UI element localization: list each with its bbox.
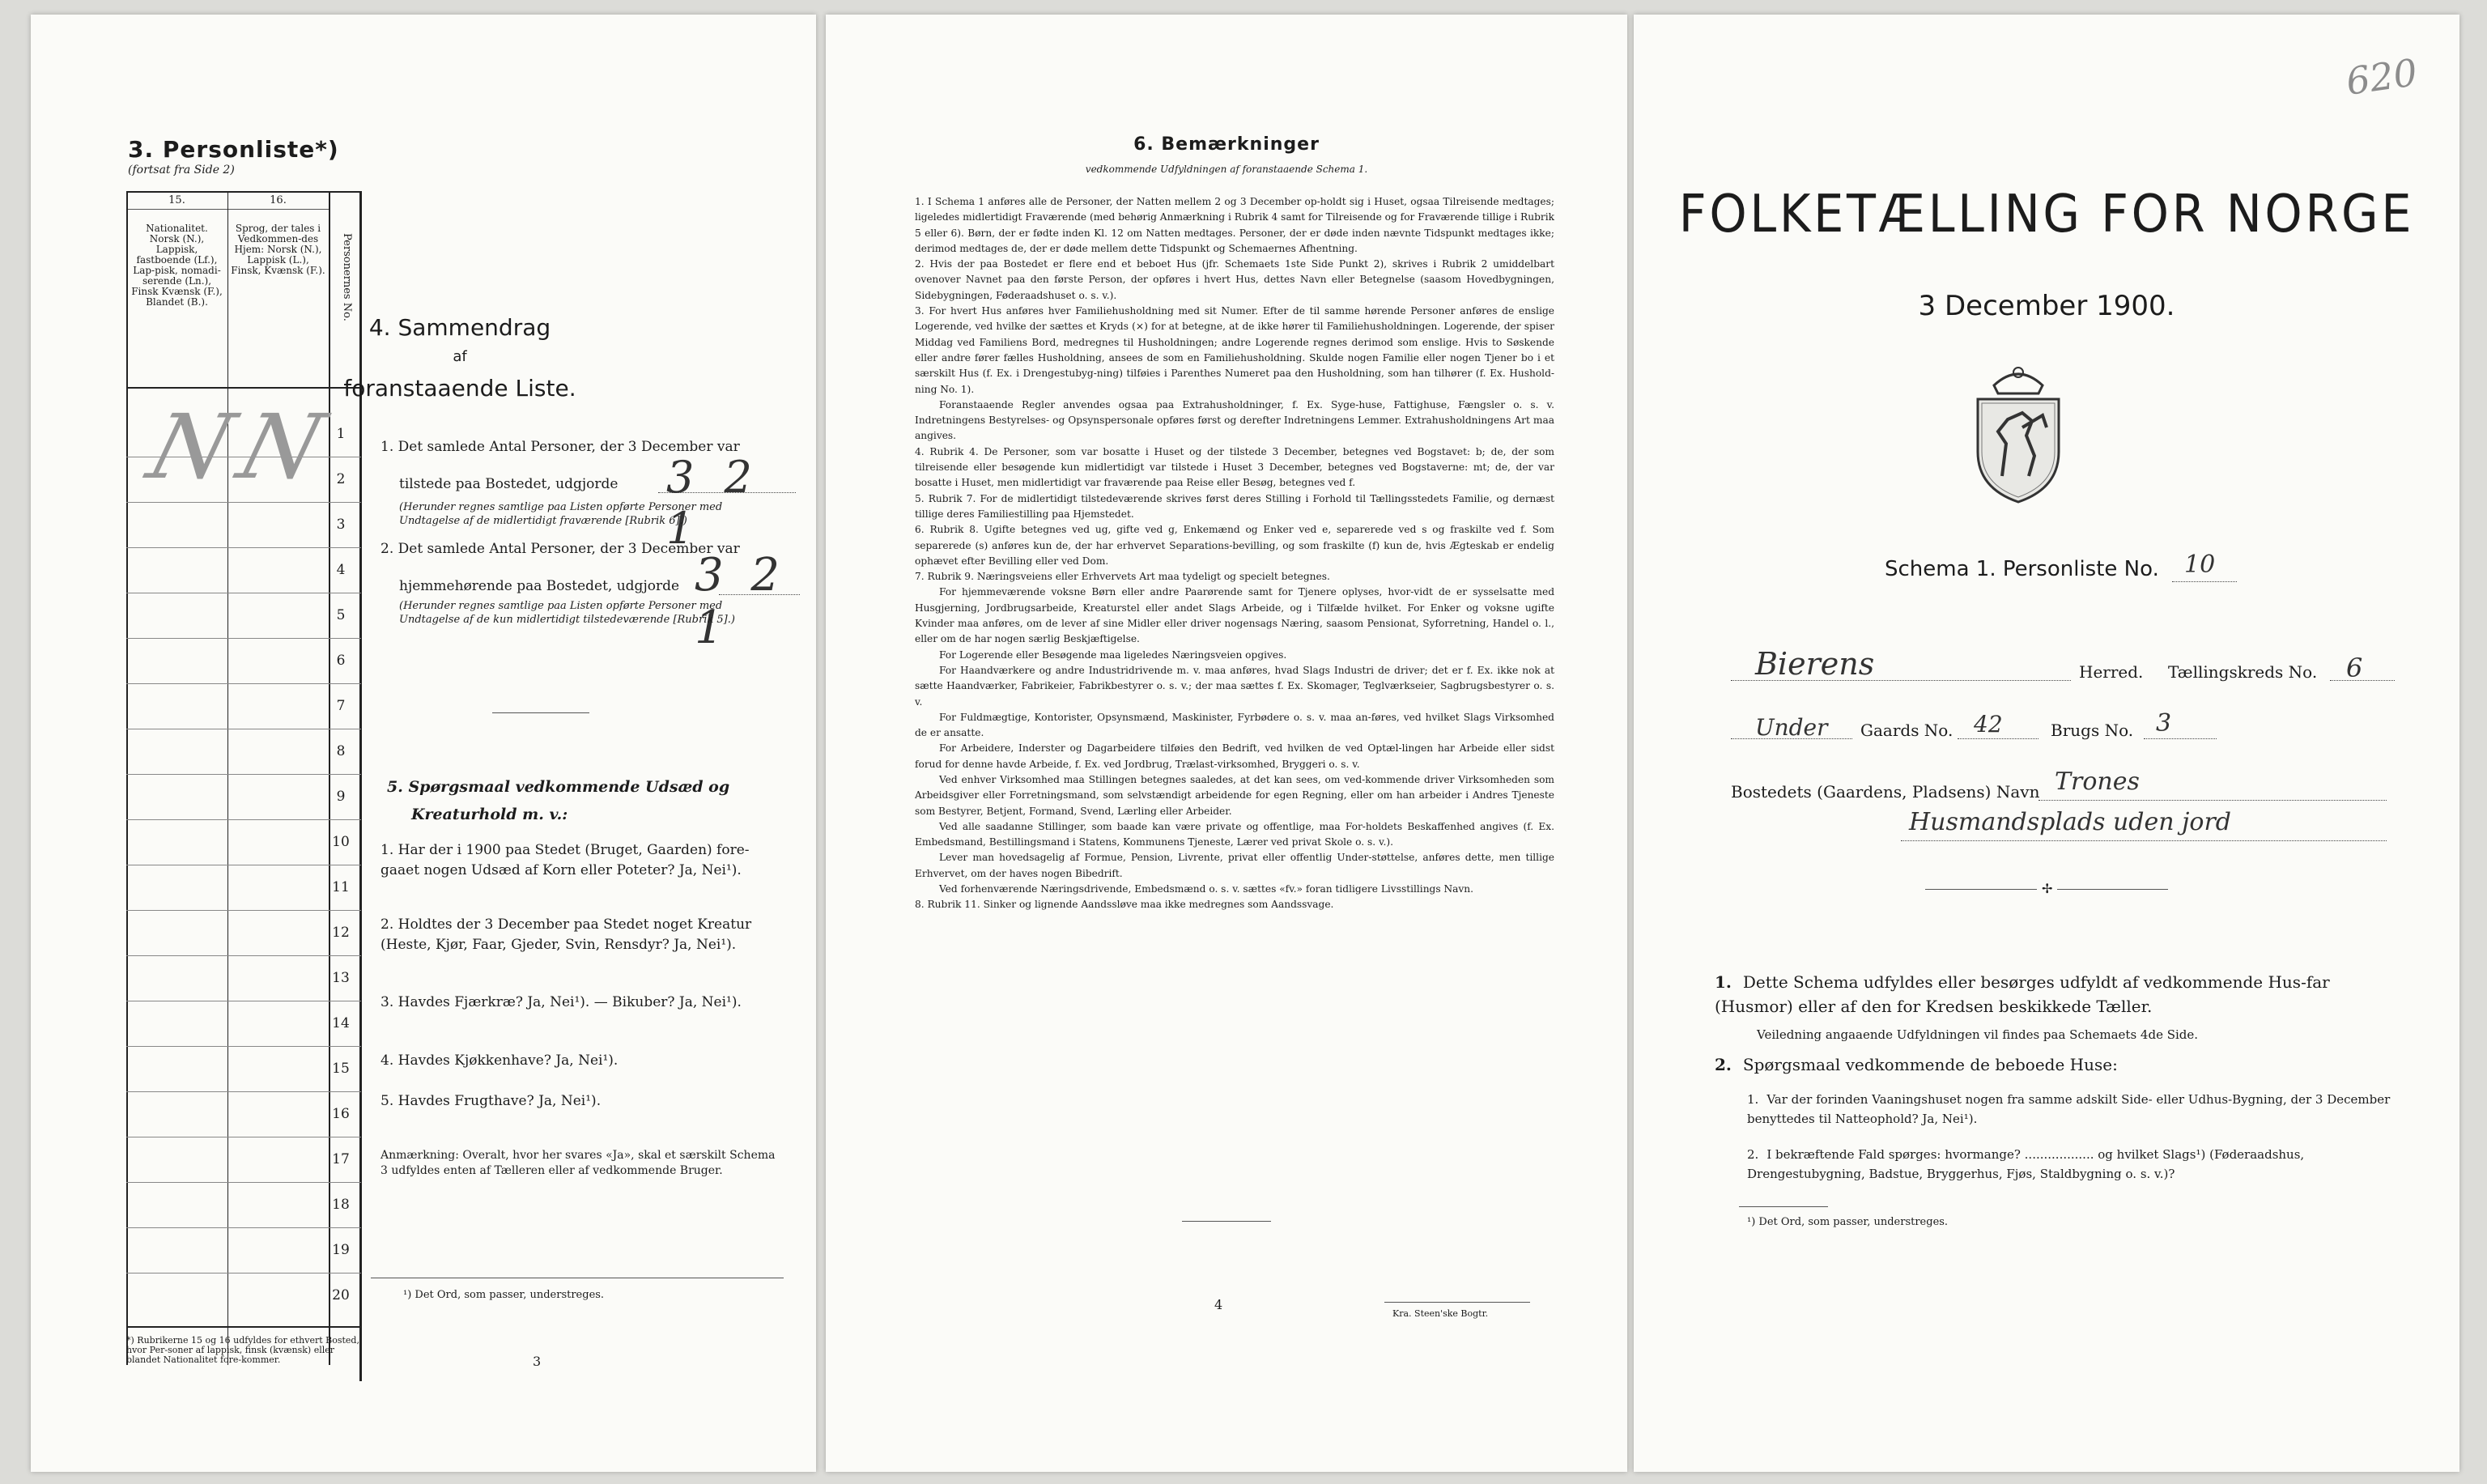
handwritten-total-present: 3 2 1 — [666, 452, 760, 554]
remark-6: 6. Rubrik 8. Ugifte betegnes ved ug, gifte ved g, Enkemænd og Enker ved e, separerede ved s og fraskilte ved f. Som separerede (s) anføres kun de, der har erhvervet Separations-bevilling, og som fraskilte (f) kun de, hvis Ægteskab er endelig ophævet efter Bevilling eller ved Dom. — [915, 524, 1554, 567]
question-3: 3. Havdes Fjærkræ? Ja, Nei¹). — Bikuber? Ja, Nei¹). — [380, 994, 742, 1010]
remark-7d: For Fuldmægtige, Kontorister, Opsynsmænd, Maskinister, Fyrbødere o. s. v. maa an-føres, ved hvilket Slags Virksomhed de er ansatte. — [915, 711, 1554, 739]
remarks-end-rule — [1182, 1221, 1271, 1222]
brugs-value: 3 — [2156, 709, 2172, 738]
coat-of-arms-icon — [1958, 355, 2079, 508]
remarks-body — [915, 194, 1554, 913]
question-1: 1. Har der i 1900 paa Stedet (Bruget, Gaarden) fore-gaaet nogen Udsæd af Korn eller Poteter? Ja, Nei¹). — [380, 842, 750, 878]
bosted-line-2 — [1901, 840, 2387, 841]
instruction-2-2: 2. I bekræftende Fald spørges: hvormange? .................. og hvilket Slags¹) (Føderaadshus, Drengestubygning, Badstue, Bryggerhus, Fjøs, Staldbygning o. s. v.)? — [1747, 1147, 2305, 1181]
gaards-line — [1958, 738, 2038, 739]
page-left — [31, 15, 816, 1472]
row-number: 20 — [332, 1287, 350, 1303]
remark-8: 8. Rubrik 11. Sinker og lignende Aandssløve maa ikke medregnes som Aandssvage. — [915, 899, 1334, 911]
table-bottom-rule — [126, 1326, 361, 1328]
summary-item-1-note: (Herunder regnes samtlige paa Listen opførte Personer med Undtagelse af de midlertidigt fraværende [Rubrik 6].) — [399, 501, 723, 527]
remark-2: 2. Hvis der paa Bostedet er flere end et beboet Hus (jfr. Schemaets 1ste Side Punkt 2), skrives i Rubrik 2 umiddelbart ovenover Navnet paa den første Person, der opføres i hvert Hus, dettes Navn eller Betegnelse (saasom Hovedbygningen, Sidebygningen, Føderaadshuset o. s. v.). — [915, 258, 1554, 301]
instruction-1-note: Veiledning angaaende Udfyldningen vil findes paa Schemaets 4de Side. — [1757, 1027, 2199, 1042]
summary-item-2b: hjemmehørende paa Bostedet, udgjorde — [399, 578, 680, 594]
page-right — [1634, 15, 2459, 1472]
question-4: 4. Havdes Kjøkkenhave? Ja, Nei¹). — [380, 1052, 619, 1069]
col-number-16: 16. — [270, 194, 287, 206]
remark-1: 1. I Schema 1 anføres alle de Personer, der Natten mellem 2 og 3 December op-holdt sig i Huset, ogsaa Tilreisende medtages; ligeledes midlertidigt Fraværende (med behørig Anmærkning i Rubrik 4 samt for Tilreisende og for Fraværende tillige i Rubrik 5 eller 6). Børn, der er fødte inden Kl. 12 om Natten medtages. Personer, der er døde inden nævnte Tidspunkt medtages ikke; derimod medtages de, der er døde mellem dette Tidspunkt og Schemaernes Afhentning. — [915, 196, 1554, 254]
bosted-value: Trones — [2055, 768, 2140, 796]
question-5: 5. Havdes Frugthave? Ja, Nei¹). — [380, 1093, 602, 1109]
row-number: 9 — [336, 789, 346, 805]
instruction-2-2-text: I bekræftende Fald spørges: hvormange? .................. og hvilket Slags¹) (Føderaadshus, Drengestubygning, Badstue, Bryggerhus, Fjøs, Staldbygning o. s. v.)? — [1747, 1147, 2305, 1181]
row-number: 3 — [336, 517, 346, 533]
row-number: 2 — [336, 471, 346, 487]
census-title: FOLKETÆLLING FOR NORGE — [1678, 185, 2415, 244]
personliste-subtitle: (fortsat fra Side 2) — [128, 164, 235, 176]
row-number: 14 — [332, 1015, 350, 1031]
remarks-subtitle: vedkommende Udfyldningen af foranstaaende Schema 1. — [1085, 164, 1368, 175]
remark-5: 5. Rubrik 7. For de midlertidigt tilstedeværende skrives først deres Stilling i Forhold til Tællingsstedets Familie, og dernæst tillige deres Familiestilling paa Hjemstedet. — [915, 492, 1554, 520]
brugs-line — [2144, 738, 2217, 739]
question-2: 2. Holdtes der 3 December paa Stedet noget Kreatur (Heste, Kjør, Faar, Gjeder, Svin, Rensdyr? Ja, Nei¹). — [380, 916, 752, 953]
questions-subtitle: Kreaturhold m. v.: — [411, 806, 568, 823]
handwritten-total-resident: 3 2 1 — [695, 549, 787, 654]
gaard-prefix: Under — [1755, 714, 1828, 741]
summary-title-af: af — [453, 348, 467, 365]
remark-7g: Ved alle saadanne Stillinger, som baade kan være private og offentlige, maa For-holdets Beskaffenhed angives (f. Ex. Embedsmand, Bestillingsmand i Statens, Kommunens Tjeneste, Lærer ved privat Skole o. s. v.). — [915, 820, 1554, 848]
footnote-columns: *) Rubrikerne 15 og 16 udfyldes for ethvert Bosted, hvor Per-soner af lappisk, finsk (kvænsk) eller blandet Nationalitet fore-kommer. — [126, 1335, 359, 1365]
row-rules — [126, 457, 361, 1287]
gaard-prefix-line — [1731, 738, 1852, 739]
instruction-1: 1. Dette Schema udfyldes eller besørges udfyldt af vedkommende Hus-far (Husmor) eller af den for Kredsen beskikkede Tæller. — [1715, 972, 2330, 1016]
summary-item-1b: tilstede paa Bostedet, udgjorde — [399, 476, 619, 492]
remark-7i: Ved forhenværende Næringsdrivende, Embedsmænd o. s. v. sættes «fv.» foran tidligere Livsstillings Navn. — [939, 883, 1474, 895]
questions-title: 5. Spørgsmaal vedkommende Udsæd og — [387, 778, 730, 796]
remark-7e: For Arbeidere, Inderster og Dagarbeidere tilføies den Bedrift, ved hvilken de ved Optæl-lingen har Arbeide eller sidst forud for denne havde Arbeide, f. Ex. ved Jordbrug, Trælast-virksomhed, Bryggeri o. s. v. — [915, 742, 1554, 770]
row-number: 11 — [332, 879, 350, 895]
page-middle — [826, 15, 1627, 1472]
kreds-label: Tællingskreds No. — [2168, 662, 2318, 682]
row-number: 10 — [332, 834, 350, 850]
row-number: 12 — [332, 925, 350, 941]
schema-no-line — [2172, 581, 2237, 582]
herred-value: Bierens — [1755, 646, 1875, 682]
remark-7b: For Logerende eller Besøgende maa ligeledes Næringsveien opgives. — [939, 648, 1287, 661]
footnote-right: ¹) Det Ord, som passer, understreges. — [1747, 1216, 1949, 1228]
herred-line — [1731, 680, 2071, 681]
schema-no-value: 10 — [2184, 551, 2216, 579]
ornament-icon: ✢ — [2037, 881, 2057, 896]
bosted-label: Bostedets (Gaardens, Pladsens) Navn — [1731, 782, 2040, 802]
remark-7a: For hjemmeværende voksne Børn eller andre Paarørende samt for Tjenere oplyses, hvor-vidt de er sysselsatte med Husgjerning, Jordbrugsarbeide, Kreaturstel eller andet Slags Arbeide, og i Tilfælde hvilket. For Enker og voksne ugifte Kvinder maa anføres, om de lever af sine Midler eller driver nogensags Næring, saasom Pensionat, Syforretning, Handel o. l., eller om de har nogen særlig Beskjæftigelse. — [915, 586, 1554, 645]
col15-header: Nationalitet. Norsk (N.), Lappisk, fastboende (Lf.), Lap-pisk, nomadi-serende (Ln.), Finsk Kvænsk (F.), Blandet (B.). — [131, 223, 223, 308]
summary-divider — [492, 712, 589, 713]
instruction-2: 2. Spørgsmaal vedkommende de beboede Huse: — [1715, 1055, 2118, 1074]
instruction-2-1-text: Var der forinden Vaaningshuset nogen fra samme adskilt Side- eller Udhus-Bygning, der 3 December benyttedes til Natteophold? Ja, Nei¹). — [1747, 1092, 2391, 1126]
col-number-15: 15. — [168, 194, 185, 206]
gaards-value: 42 — [1974, 711, 2003, 738]
page-number-4: 4 — [1214, 1297, 1223, 1312]
remark-note: Anmærkning: Overalt, hvor her svares «Ja», skal et særskilt Schema 3 udfyldes enten af Tælleren eller af vedkommende Bruger. — [380, 1149, 776, 1177]
col16-header: Sprog, der tales i Vedkommen-des Hjem: Norsk (N.), Lappisk (L.), Finsk, Kvænsk (F.). — [231, 223, 325, 276]
remarks-title: 6. Bemærkninger — [1133, 134, 1320, 155]
printer-credit: Kra. Steen'ske Bogtr. — [1392, 1308, 1489, 1319]
handwritten-corner-number: 620 — [2343, 50, 2421, 104]
row-number: 5 — [336, 607, 346, 623]
row-number: 6 — [336, 653, 346, 669]
row-number: 4 — [336, 562, 346, 578]
instruction-1-text: Dette Schema udfyldes eller besørges udfyldt af vedkommende Hus-far (Husmor) eller af den for Kredsen beskikkede Tæller. — [1715, 972, 2330, 1016]
summary-item-2-note: (Herunder regnes samtlige paa Listen opførte Personer med Undtagelse af de kun midlertidigt tilstedeværende [Rubrik 5].) — [399, 600, 735, 626]
footnote-rule-right — [1739, 1206, 1828, 1207]
row-number: 18 — [332, 1197, 350, 1213]
herred-label: Herred. — [2079, 662, 2144, 682]
kreds-value: 6 — [2346, 653, 2363, 683]
printer-rule — [1384, 1302, 1530, 1303]
remark-3b: Foranstaaende Regler anvendes ogsaa paa Extrahusholdninger, f. Ex. Syge-huse, Fattighuse, Fængsler o. s. v. Indretningens Bestyrelses- og Opsynspersonale opføres først og derefter Indretningens Lemmer. Extrahusholdningens Art maa angives. — [915, 398, 1554, 442]
remark-4: 4. Rubrik 4. De Personer, som var bosatte i Huset og der tilstede 3 December, betegnes ved Bogstavet: b; de, der som tilreisende eller besøgende kun midlertidigt var tilstede i Huset 3 December, betegnes ved Bogstaverne: mt; de, der var bosatte i Huset, men midlertidigt var fraværende paa Reise eller Besøg, betegnes ved f. — [915, 445, 1554, 489]
brugs-label: Brugs No. — [2051, 721, 2134, 740]
table-top-rule — [126, 191, 361, 193]
gaards-label: Gaards No. — [1860, 721, 1953, 740]
instruction-2-text: Spørgsmaal vedkommende de beboede Huse: — [1742, 1055, 2118, 1074]
personernes-no-header: Personernes No. — [341, 233, 353, 321]
row-number: 15 — [332, 1061, 350, 1077]
bosted-value-2: Husmandsplads uden jord — [1909, 808, 2231, 836]
row-number: 19 — [332, 1242, 350, 1258]
remark-7: 7. Rubrik 9. Næringsveiens eller Erhvervets Art maa tydeligt og specielt betegnes. — [915, 571, 1330, 583]
summary-item-2a: 2. Det samlede Antal Personer, der 3 December var — [380, 541, 740, 557]
remark-7c: For Haandværkere og andre Industridrivende m. v. maa anføres, hvad Slags Industri de driver; det er f. Ex. ikke nok at sætte Haandværker, Fabrikeier, Fabrikbestyrer o. s. v.; der maa sættes f. Ex. Skomager, Teglværkseier, Sagbrugsbestyrer o. s. v. — [915, 664, 1554, 708]
summary-subtitle: foranstaaende Liste. — [343, 375, 576, 402]
instruction-2-1: 1. Var der forinden Vaaningshuset nogen fra samme adskilt Side- eller Udhus-Bygning, der 3 December benyttedes til Natteophold? Ja, Nei¹). — [1747, 1092, 2391, 1126]
row-number: 16 — [332, 1106, 350, 1122]
schema-label: Schema 1. Personliste No. — [1885, 557, 2159, 581]
summary-item-1a: 1. Det samlede Antal Personer, der 3 December var — [380, 439, 740, 455]
row-number: 13 — [332, 970, 350, 986]
personliste-title: 3. Personliste*) — [128, 136, 339, 163]
remark-7h: Lever man hovedsagelig af Formue, Pension, Livrente, privat eller offentlig Under-støttelse, anføres dette, men tillige Erhvervet, om der haves nogen Bibedrift. — [915, 852, 1554, 879]
handwritten-margin-mark: N N — [138, 395, 326, 499]
summary-title: 4. Sammendrag — [368, 314, 551, 341]
row-number: 8 — [336, 743, 346, 759]
remark-3: 3. For hvert Hus anføres hver Familiehusholdning med sit Numer. Efter de til samme hørende Personer anføres de enslige Logerende, ved hvilke der sættes et Kryds (×) for at betegne, at de ikke hører til Familiehusholdningen. Logerende, der spiser Middag ved Familiens Bord, medregnes til Husholdningen; andre Logerende regnes derimod som enslige. Hvis to Søskende eller andre fører fælles Husholdning, ansees de som en Familiehusholdning. Skulde nogen Familie eller nogen Tjener bo i et særskilt Hus (f. Ex. i Drengestubyg-ning) tilføies i Parenthes Numeret paa den Husholdning, som han tilhører (f. Ex. Hushold-ning No. 1). — [915, 305, 1554, 395]
footnote-underline: ¹) Det Ord, som passer, understreges. — [403, 1289, 605, 1301]
row-number: 1 — [336, 426, 346, 442]
remark-7f: Ved enhver Virksomhed maa Stillingen betegnes saaledes, at det kan sees, om ved-kommende driver Virksomheden som Arbeidsgiver eller Forretningsmand, som selvstændigt arbeidende for egen Regning, eller om han arbeider i Andres Tjeneste som Bestyrer, Betjent, Formand, Svend, Lærling eller Arbeider. — [915, 773, 1554, 817]
row-number: 7 — [336, 698, 346, 714]
bosted-line-1 — [2038, 800, 2387, 801]
page-number-3: 3 — [533, 1354, 542, 1369]
census-date: 3 December 1900. — [1918, 290, 2175, 322]
row-number: 17 — [332, 1151, 350, 1167]
